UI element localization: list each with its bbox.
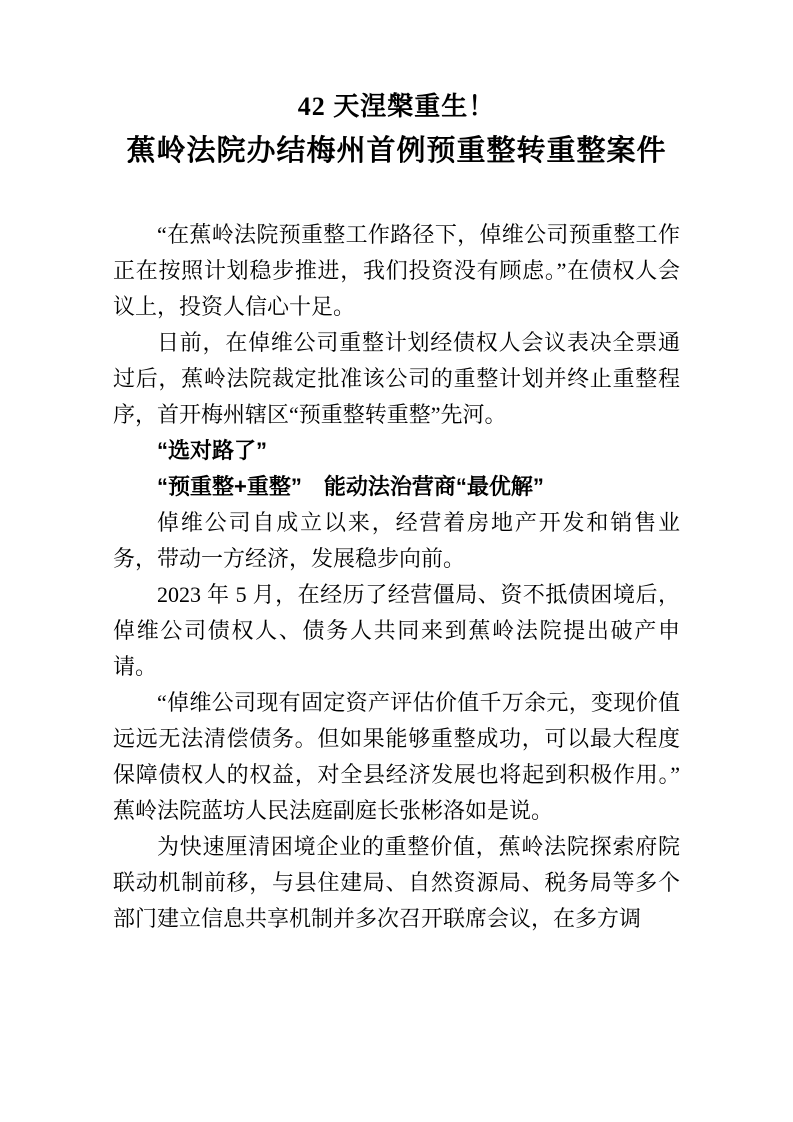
section-heading-best-solution: “预重整+重整” 能动法治营商“最优解” xyxy=(157,474,544,499)
paragraph-ruling-summary: 日前，在倬维公司重整计划经债权人会议表决全票通过后，蕉岭法院裁定批准该公司的重整计划并终止重整程序，首开梅州辖区“预重整转重整”先河。 xyxy=(113,330,680,427)
document-body xyxy=(113,217,680,937)
document-title-line-1: 42 天涅槃重生！ xyxy=(297,92,496,121)
document-title xyxy=(56,86,737,174)
paragraph-intro-quote: “在蕉岭法院预重整工作路径下，倬维公司预重整工作正在按照计划稳步推进，我们投资没有顾虑。”在债权人会议上，投资人信心十足。 xyxy=(113,222,680,319)
paragraph-linkage-mechanism: 为快速厘清困境企业的重整价值，蕉岭法院探索府院联动机制前移，与县住建局、自然资源局、税务局等多个部门建立信息共享机制并多次召开联席会议，在多方调 xyxy=(113,834,680,931)
paragraph-company-background: 倬维公司自成立以来，经营着房地产开发和销售业务，带动一方经济，发展稳步向前。 xyxy=(113,510,680,571)
paragraph-bankruptcy-application: 2023 年 5 月，在经历了经营僵局、资不抵债困境后，倬维公司债权人、债务人共同来到蕉岭法院提出破产申请。 xyxy=(113,582,680,679)
paragraph-judge-quote: “倬维公司现有固定资产评估价值千万余元，变现价值远远无法清偿债务。但如果能够重整成功，可以最大程度保障债权人的权益，对全县经济发展也将起到积极作用。” 蕉岭法院蓝坊人民法庭副庭长张彬洛如是说。 xyxy=(113,690,680,823)
section-heading-right-path: “选对路了” xyxy=(157,438,268,463)
document-title-line-2: 蕉岭法院办结梅州首例预重整转重整案件 xyxy=(126,135,667,167)
